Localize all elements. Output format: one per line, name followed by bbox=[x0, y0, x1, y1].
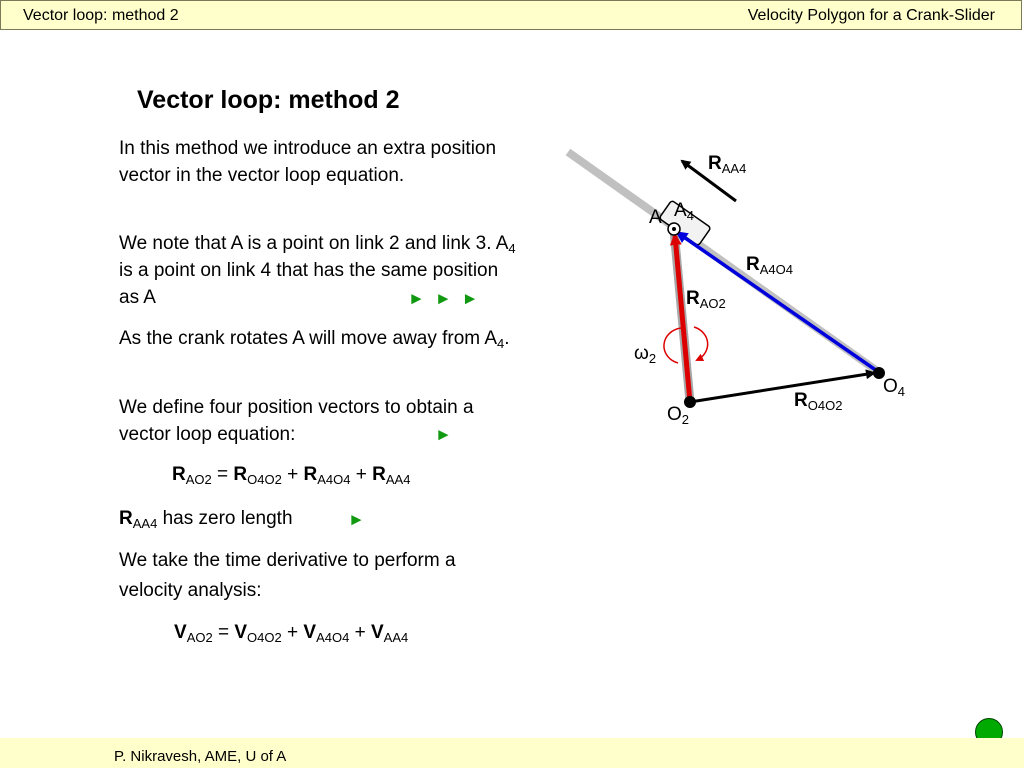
p3-text-a: As the crank rotates A will move away from A bbox=[119, 328, 498, 349]
eq1-t1-sub: AO2 bbox=[185, 472, 212, 487]
vector-ao2 bbox=[675, 236, 690, 402]
eq2-t1-sub: AO2 bbox=[186, 630, 213, 645]
eq1-t3-sym: R bbox=[303, 464, 318, 485]
eq1-t4-sym: R bbox=[372, 464, 386, 485]
eq1-t3-sub: A4O4 bbox=[317, 472, 351, 487]
eq1-t4-sub: AA4 bbox=[385, 472, 411, 487]
eq1-t2-sym: R bbox=[233, 464, 248, 485]
paragraph-zero-length bbox=[119, 505, 519, 532]
paragraph-intro: In this method we introduce an extra position vector in the vector loop equation. bbox=[119, 138, 497, 186]
label-o4: $O_4$ bbox=[883, 376, 906, 399]
paragraph-derivative: We take the time derivative to perform a velocity analysis: bbox=[119, 550, 456, 601]
eq2-t4-sub: AA4 bbox=[383, 630, 409, 645]
paragraph-crank-rotates bbox=[119, 325, 519, 352]
animation-arrow-icon[interactable]: ► bbox=[435, 425, 452, 444]
slide-title: Vector loop: method 2 bbox=[137, 86, 400, 114]
eq1-t1-sym: R bbox=[172, 464, 186, 485]
p5-text: has zero length bbox=[157, 508, 293, 529]
eq2-plus-2: + bbox=[349, 622, 371, 643]
eq1-equals: = bbox=[211, 464, 234, 485]
eq2-equals: = bbox=[212, 622, 235, 643]
eq2-t2-sym: V bbox=[234, 622, 248, 643]
label-omega2: $\omega_2$ bbox=[634, 343, 657, 366]
p2-text-b: is a point on link 4 that has the same position as A bbox=[119, 260, 499, 308]
eq1-plus-1: + bbox=[281, 464, 304, 485]
eq2-t2-sub: O4O2 bbox=[247, 630, 282, 645]
eq2-t1-sym: V bbox=[174, 622, 187, 643]
label-r-aa4: $R_{AA4}$ bbox=[708, 153, 747, 176]
omega-arc-left bbox=[664, 328, 681, 363]
paragraph-four-vectors: We define four position vectors to obtain a vector loop equation: bbox=[119, 397, 474, 445]
header-bar bbox=[0, 0, 1022, 30]
label-r-a4o4: $R_{A4O4}$ bbox=[746, 254, 793, 277]
eq1-t2-sub: O4O2 bbox=[247, 472, 282, 487]
footer-bar bbox=[0, 738, 1024, 768]
omega-arc-right bbox=[694, 327, 708, 360]
header-left-title: Vector loop: method 2 bbox=[23, 7, 179, 24]
p2-text-a: We note that A is a point on link 2 and link 3. A bbox=[119, 233, 509, 254]
eq2-t3-sub: A4O4 bbox=[316, 630, 350, 645]
label-r-o4o2: $R_{O4O2}$ bbox=[794, 390, 843, 413]
position-equation bbox=[172, 464, 410, 486]
p2-sub: 4 bbox=[508, 241, 516, 256]
animation-arrows-icon[interactable]: ►►► bbox=[408, 289, 489, 308]
label-a4: $A_4$ bbox=[674, 200, 694, 223]
header-right-title: Velocity Polygon for a Crank-Slider bbox=[747, 7, 995, 24]
animation-arrow-icon-2[interactable]: ► bbox=[348, 510, 365, 529]
crank-slider-diagram bbox=[540, 130, 940, 450]
p3-sub: 4 bbox=[497, 336, 505, 351]
eq1-plus-2: + bbox=[350, 464, 373, 485]
eq2-plus-1: + bbox=[281, 622, 304, 643]
vector-o4o2 bbox=[690, 373, 874, 402]
pin-a-center bbox=[672, 227, 676, 231]
eq2-t4-sym: V bbox=[370, 622, 384, 643]
label-a: A bbox=[649, 207, 662, 228]
label-o2: $O_2$ bbox=[667, 404, 690, 427]
velocity-equation bbox=[174, 622, 408, 644]
footer-text: P. Nikravesh, AME, U of A bbox=[114, 748, 287, 765]
p5-sub: AA4 bbox=[132, 516, 158, 531]
eq2-t3-sym: V bbox=[303, 622, 317, 643]
label-r-ao2: $R_{AO2}$ bbox=[686, 288, 726, 311]
p3-text-b: . bbox=[504, 328, 510, 349]
p5-sym: R bbox=[119, 508, 133, 529]
